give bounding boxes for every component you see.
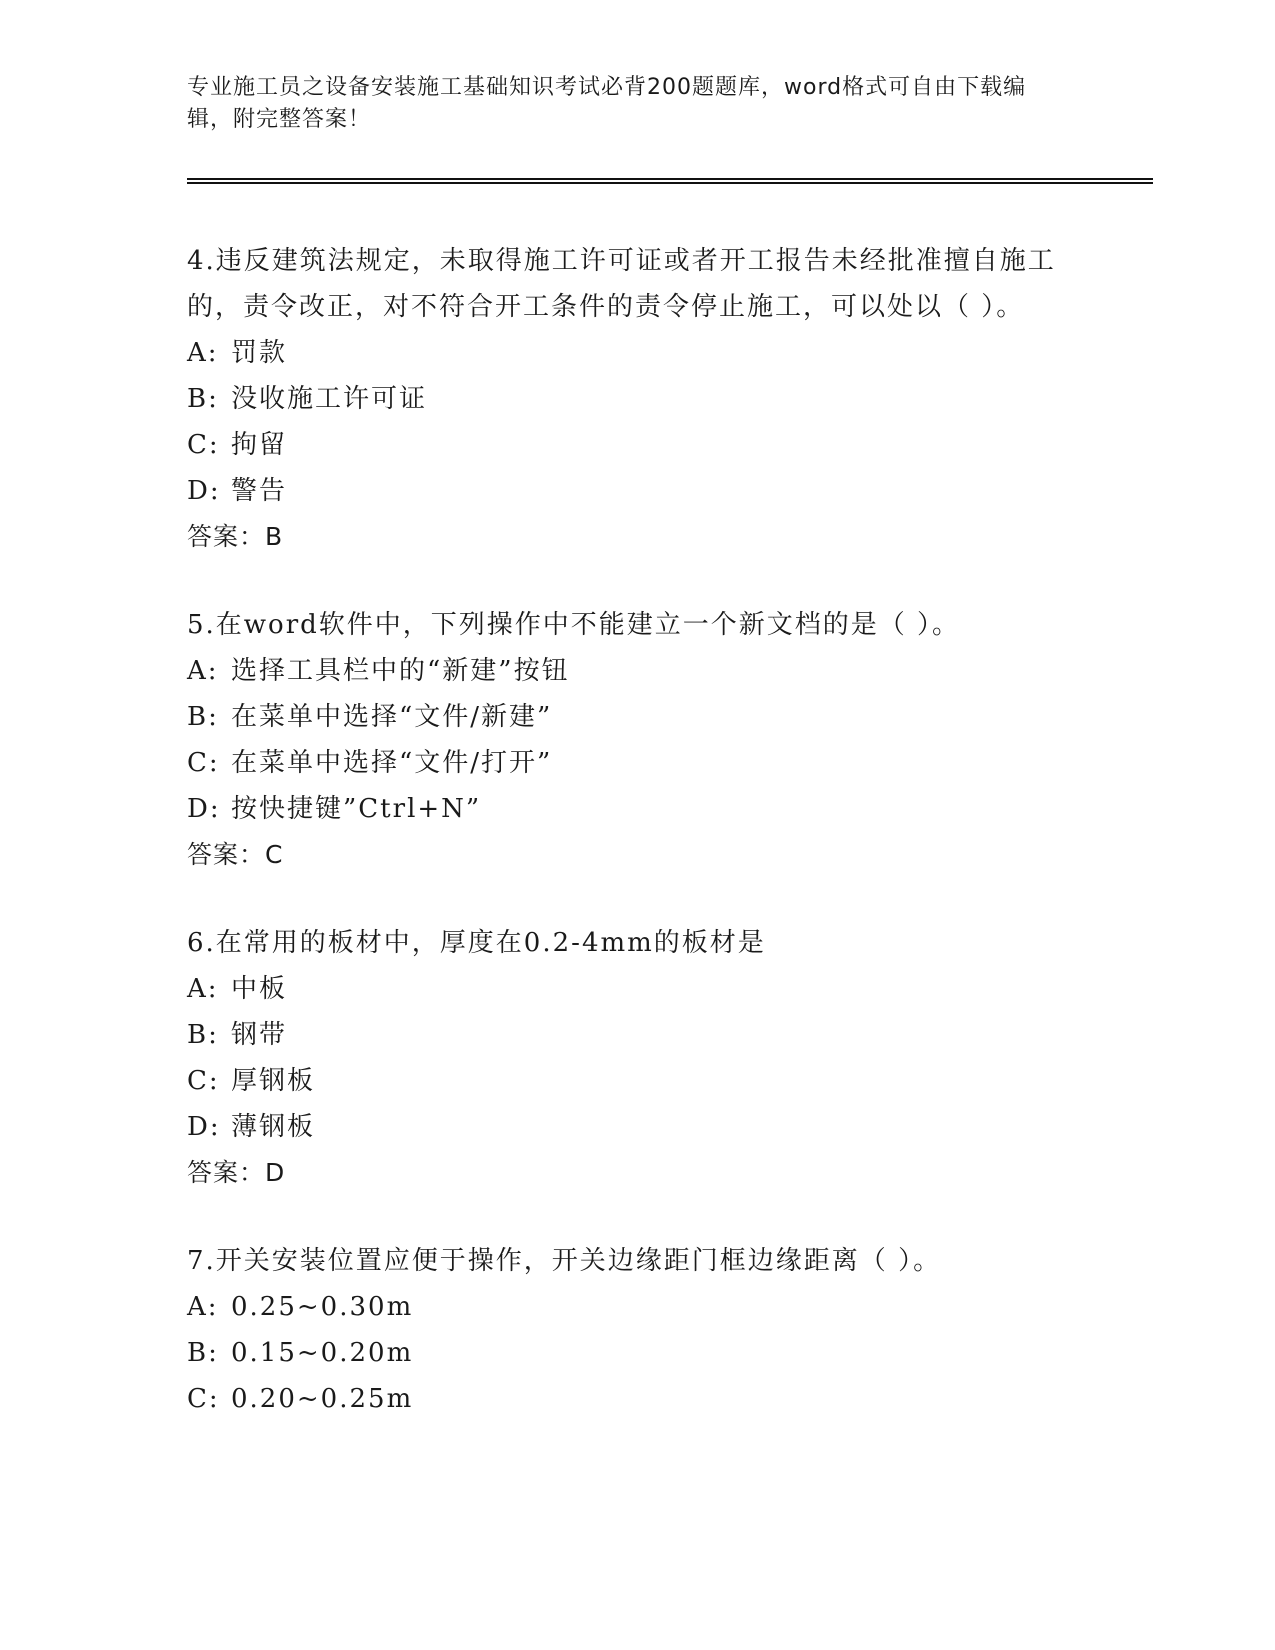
answer-value: B [265,522,284,551]
answer-line [187,1150,1087,1196]
answer-value: C [265,840,284,869]
option-letter: B: [187,1338,219,1368]
option-text: 警告 [231,476,288,506]
option-text: 在菜单中选择“文件/打开” [231,748,553,778]
answer-line [187,832,1087,878]
question-text: 4.违反建筑法规定，未取得施工许可证或者开工报告未经批准擅自施工的，责令改正，对不符合开工条件的责令停止施工，可以处以（ ）。 [187,246,1056,322]
option-letter: C: [187,1384,220,1414]
option-letter: D: [187,1112,221,1142]
option-b [187,1012,1087,1058]
option-c [187,1376,1087,1422]
option-text: 罚款 [231,338,288,368]
option-letter: D: [187,794,221,824]
question-text: 5.在word软件中，下列操作中不能建立一个新文档的是（ ）。 [187,610,961,640]
option-b [187,1330,1087,1376]
option-text: 选择工具栏中的“新建”按钮 [231,656,570,686]
option-text: 在菜单中选择“文件/新建” [231,702,553,732]
option-letter: A: [187,1292,219,1322]
option-letter: D: [187,476,221,506]
option-letter: A: [187,656,219,686]
document-header: 专业施工员之设备安装施工基础知识考试必背200题题库，word格式可自由下载编辑，附完整答案！ [187,75,1027,132]
answer-label: 答案： [187,840,266,869]
question-text: 7.开关安装位置应便于操作，开关边缘距门框边缘距离（ ）。 [187,1246,942,1276]
option-d [187,468,1087,514]
answer-line [187,514,1087,560]
question-4 [187,238,1087,560]
option-d [187,786,1087,832]
option-text: 拘留 [231,430,288,460]
option-text: 中板 [231,974,288,1004]
option-letter: C: [187,748,220,778]
option-letter: B: [187,1020,219,1050]
option-text: 薄钢板 [231,1112,316,1142]
question-7 [187,1238,1087,1422]
option-text: 厚钢板 [231,1066,316,1096]
answer-label: 答案： [187,522,266,551]
option-a [187,966,1087,1012]
option-text: 按快捷键”Ctrl+N” [231,794,482,824]
option-d [187,1104,1087,1150]
option-a [187,1284,1087,1330]
option-letter: A: [187,338,219,368]
question-6 [187,920,1087,1196]
header-double-rule [187,178,1153,184]
answer-label: 答案： [187,1158,266,1187]
option-text: 没收施工许可证 [231,384,428,414]
option-text: 0.25~0.30m [231,1292,414,1322]
option-text: 0.15~0.20m [231,1338,414,1368]
option-c [187,1058,1087,1104]
option-letter: B: [187,384,219,414]
option-letter: B: [187,702,219,732]
option-b [187,376,1087,422]
option-letter: A: [187,974,219,1004]
question-5 [187,602,1087,878]
option-text: 钢带 [231,1020,288,1050]
option-b [187,694,1087,740]
option-letter: C: [187,1066,220,1096]
option-letter: C: [187,430,220,460]
answer-value: D [265,1158,286,1187]
option-a [187,648,1087,694]
option-c [187,422,1087,468]
question-list [187,238,1087,1464]
option-text: 0.20~0.25m [231,1384,414,1414]
option-a [187,330,1087,376]
question-text: 6.在常用的板材中，厚度在0.2-4mm的板材是 [187,928,766,958]
option-c [187,740,1087,786]
